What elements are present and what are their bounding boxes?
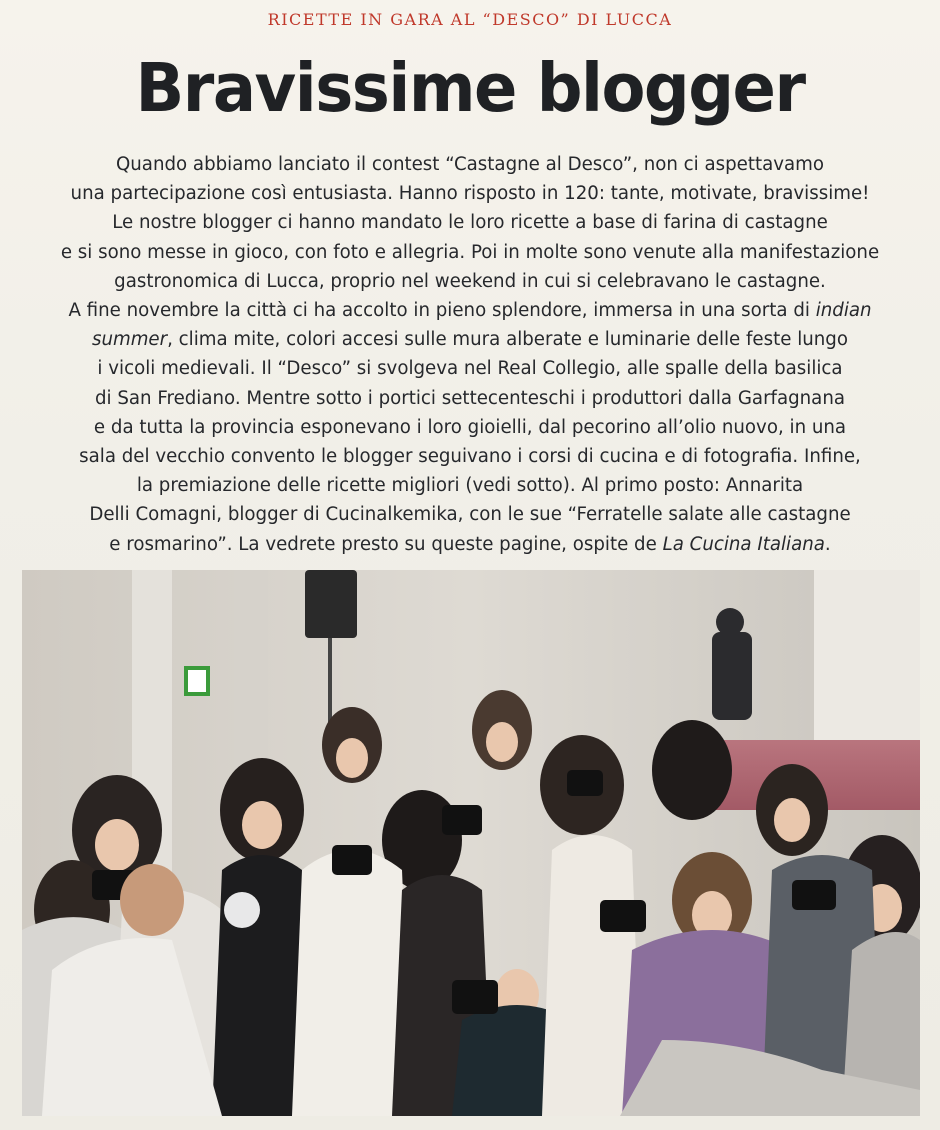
body-text-run: . [824,533,831,555]
body-line: Le nostre blogger ci hanno mandato le loro ricette a base di farina di castagne [112,212,828,234]
article-headline: Bravissime blogger [135,50,805,128]
body-line: e si sono messe in gioco, con foto e allegria. Poi in molte sono venute alla manifestazione [60,241,880,263]
body-line: e da tutta la provincia esponevano i loro gioielli, dal pecorino all’olio nuovo, in una [93,416,847,438]
body-line [24,325,916,354]
body-text-run: , clima mite, colori accesi sulle mura alberate e luminarie delle feste lungo [167,329,848,351]
section-kicker: RICETTE IN GARA AL “DESCO” DI LUCCA [267,10,673,29]
body-line: di San Frediano. Mentre sotto i portici settecenteschi i produttori dalla Garfagnana [94,387,845,409]
green-sign [186,668,208,694]
body-line [24,296,916,325]
body-line: Quando abbiamo lanciato il contest “Castagne al Desco”, non ci aspettavamo [115,154,825,175]
event-photo [22,570,920,1116]
body-line [24,530,916,559]
camera-flash [224,892,260,928]
body-line: la premiazione delle ricette migliori (vedi sotto). Al primo posto: Annarita [136,475,804,497]
foreground-head [120,864,184,936]
speaker [305,570,357,638]
body-text-run: A fine novembre la città ci ha accolto in pieno splendore, immersa in una sorta di [68,300,816,322]
body-line: una partecipazione così entusiasta. Hanno risposto in 120: tante, motivate, bravissime! [70,183,870,205]
body-italic-run: indian [815,300,872,322]
window-light [814,570,920,740]
article-body [24,150,916,559]
photo-illustration [22,570,920,1116]
body-line: Delli Comagni, blogger di Cucinalkemika, con le sue “Ferratelle salate alle castagne [89,504,851,526]
body-italic-run: summer [92,329,168,351]
body-line: i vicoli medievali. Il “Desco” si svolgeva nel Real Collegio, alle spalle della basilica [97,358,843,380]
body-text-run: e rosmarino”. La vedrete presto su queste pagine, ospite de [109,533,663,555]
body-line: gastronomica di Lucca, proprio nel weekend in cui si celebravano le castagne. [114,270,826,292]
magazine-title-italic: La Cucina Italiana [662,533,825,555]
body-line: sala del vecchio convento le blogger seguivano i corsi di cucina e di fotografia. Infine, [79,446,861,468]
